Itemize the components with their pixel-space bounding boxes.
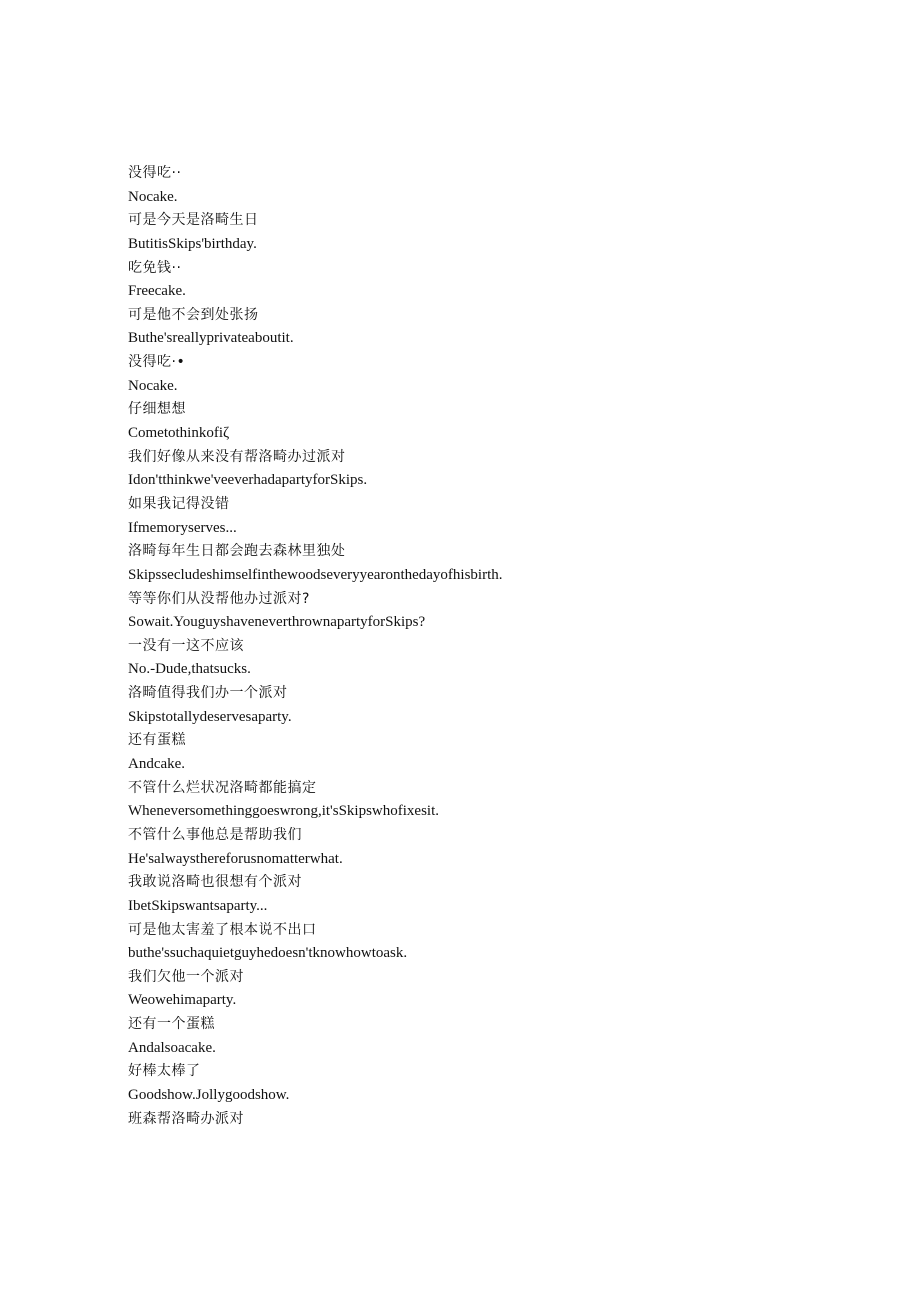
subtitle-line-english: Sowait.YouguyshaveneverthrownapartyforSkips?	[128, 614, 426, 631]
subtitle-line-chinese: 我们欠他一个派对	[128, 968, 244, 985]
subtitle-line-chinese: 好棒太棒了	[128, 1063, 201, 1080]
subtitle-line-chinese: 一没有一这不应该	[128, 637, 244, 654]
subtitle-line-chinese: 仔细想想	[128, 401, 186, 418]
subtitle-line-chinese: 我们好像从来没有帮洛畸办过派对	[128, 448, 346, 465]
subtitle-line-english: Andalsoacake.	[128, 1039, 216, 1056]
subtitle-line-chinese: 等等你们从没帮他办过派对?	[128, 590, 310, 607]
subtitle-line-english: buthe'ssuchaquietguyhedoesn'tknowhowtoask.	[128, 945, 408, 962]
subtitle-line-chinese: 洛畸值得我们办一个派对	[128, 685, 288, 702]
subtitle-line-english: Skipstotallydeservesaparty.	[128, 708, 292, 725]
subtitle-line-english: Cometothinkofiζ	[128, 425, 230, 442]
subtitle-line-chinese: 没得吃·•	[128, 354, 186, 371]
subtitle-line-chinese: 不管什么事他总是帮助我们	[128, 826, 302, 843]
subtitle-line-chinese: 如果我记得没错	[128, 495, 230, 512]
subtitle-line-english: Freecake.	[128, 283, 186, 300]
subtitle-line-chinese: 可是他不会到处张扬	[128, 306, 259, 323]
subtitle-line-chinese: 可是他太害羞了根本说不出口	[128, 921, 317, 938]
subtitle-line-english: Ifmemoryserves...	[128, 519, 237, 536]
subtitle-line-english: Nocake.	[128, 377, 178, 394]
subtitle-line-english: Buthe'sreallyprivateaboutit.	[128, 330, 294, 347]
subtitle-line-english: Wheneversomethinggoeswrong,it'sSkipswhofixesit.	[128, 803, 439, 820]
subtitle-line-english: Skipssecludeshimselfinthewoodseveryyearonthedayofhisbirth.	[128, 566, 503, 583]
subtitle-line-english: Andcake.	[128, 756, 186, 773]
subtitle-line-english: He'salwaysthereforusnomatterwhat.	[128, 850, 343, 867]
subtitle-line-english: IbetSkipswantsaparty...	[128, 897, 268, 914]
subtitle-line-chinese: 班森帮洛畸办派对	[128, 1110, 244, 1127]
subtitle-line-english: Nocake.	[128, 188, 178, 205]
subtitle-lines	[128, 162, 888, 1131]
subtitle-line-english: ButitisSkips'birthday.	[128, 235, 257, 252]
subtitle-line-chinese: 没得吃··	[128, 165, 182, 181]
subtitle-line-chinese: 吃免钱··	[128, 259, 182, 276]
subtitle-line-english: Goodshow.Jollygoodshow.	[128, 1086, 290, 1103]
subtitle-line-chinese: 洛畸每年生日都会跑去森林里独处	[128, 543, 346, 560]
subtitle-line-chinese: 不管什么烂状况洛畸都能搞定	[128, 779, 317, 796]
subtitle-line-english: Idon'tthinkwe'veeverhadapartyforSkips.	[128, 472, 368, 489]
subtitle-line-chinese: 可是今天是洛畸生日	[128, 212, 259, 229]
subtitle-line-english: No.-Dude,thatsucks.	[128, 661, 251, 678]
subtitle-line-chinese: 还有蛋糕	[128, 732, 186, 749]
subtitle-line-chinese: 还有一个蛋糕	[128, 1016, 215, 1033]
subtitle-line-english: Weowehimaparty.	[128, 992, 237, 1009]
subtitle-line-chinese: 我敢说洛畸也很想有个派对	[128, 874, 302, 891]
